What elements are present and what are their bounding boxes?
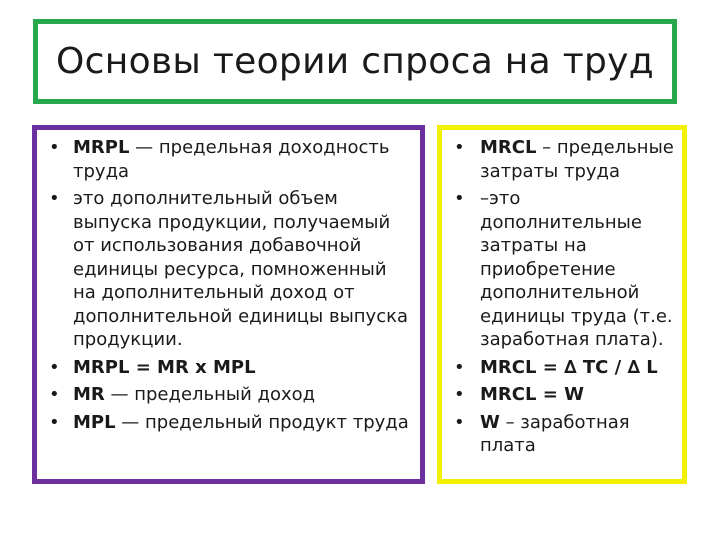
definition: –это дополнительные затраты на приобретение дополнительной единицы труда (т.е. заработная плата). [480,188,673,350]
list-item [45,411,412,435]
slide-title: Основы теории спроса на труд [56,41,654,82]
formula: MRPL = MR x MPL [73,356,256,378]
bullet-icon: • [49,137,60,158]
bullet-icon: • [454,356,465,378]
term: MR [73,384,105,405]
list-item [450,356,674,380]
bullet-icon: • [454,411,465,433]
bullet-icon: • [49,356,60,378]
term: MRPL [73,137,130,158]
right-bullet-list [450,136,674,458]
formula: MRCL = W [480,384,584,405]
bullet-icon: • [454,137,465,158]
right-column [437,125,687,484]
list-item [45,356,412,380]
list-item [450,383,674,407]
definition: — предельный продукт труда [115,411,409,433]
term: MRCL [480,137,537,158]
list-item [45,136,412,183]
list-item [450,187,674,352]
term: W [480,411,500,433]
bullet-icon: • [49,188,60,209]
list-item [45,383,412,407]
term: MPL [73,411,116,433]
list-item [45,187,412,352]
definition: – заработная плата [480,411,630,456]
definition: — предельная доходность труда [73,137,390,182]
left-column [32,125,425,484]
bullet-icon: • [49,384,60,405]
definition: – предельные затраты труда [480,137,674,182]
definition: это дополнительный объем выпуска продукции, получаемый от использования добавочной единицы ресурса, помноженный на дополнительный доход от дополнительной единицы выпуска продукции. [73,188,408,350]
bullet-icon: • [454,384,465,405]
list-item [450,136,674,183]
definition: — предельный доход [104,384,316,405]
left-bullet-list [45,136,412,434]
bullet-icon: • [49,411,60,433]
title-frame [33,19,677,104]
list-item [450,411,674,458]
formula: MRCL = ∆ TC / ∆ L [480,356,658,378]
bullet-icon: • [454,188,465,209]
